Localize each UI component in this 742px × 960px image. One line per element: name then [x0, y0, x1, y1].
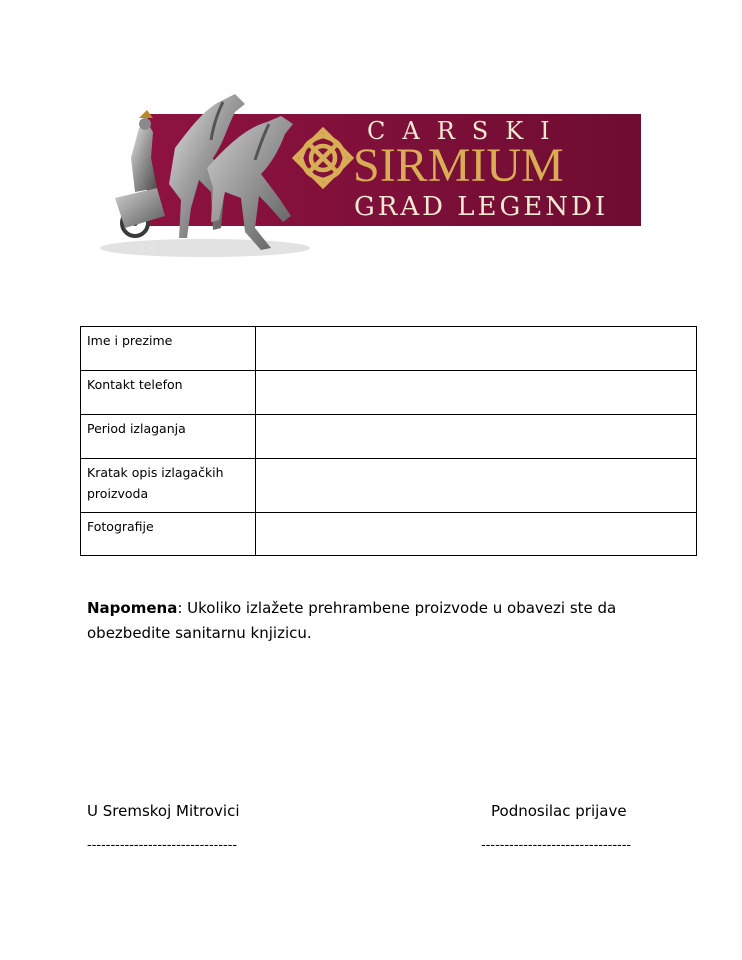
description-field[interactable]: [256, 459, 697, 513]
place-signature-line: --------------------------------: [87, 838, 238, 853]
logo-carski: CARSKI: [367, 117, 567, 145]
application-form-table: [80, 326, 697, 556]
place-label: U Sremskoj Mitrovici: [87, 802, 240, 820]
logo-text: [353, 114, 641, 226]
note-text: : Ukoliko izlažete prehrambene proizvode u obavezi ste da obezbedite sanitarnu knjizicu.: [87, 599, 617, 642]
note-label: Napomena: [87, 599, 178, 617]
form-label: Period izlaganja: [81, 415, 256, 459]
applicant-signature-line: --------------------------------: [481, 838, 632, 853]
phone-field[interactable]: [256, 371, 697, 415]
period-field[interactable]: [256, 415, 697, 459]
photos-field[interactable]: [256, 513, 697, 556]
form-row-phone: [81, 371, 697, 415]
form-row-name: [81, 327, 697, 371]
applicant-label: Podnosilac prijave: [491, 802, 627, 820]
form-row-period: [81, 415, 697, 459]
form-label: Kratak opis izlagačkih proizvoda: [81, 459, 256, 513]
logo-sirmium: SIRMIUM: [353, 139, 564, 192]
logo-grad-legendi: GRAD LEGENDI: [354, 192, 609, 222]
form-row-description: [81, 459, 697, 513]
chariot-statue-icon: [95, 88, 315, 263]
name-field[interactable]: [256, 327, 697, 371]
form-row-photos: [81, 513, 697, 556]
celtic-knot-icon: [291, 126, 355, 190]
form-label: Fotografije: [81, 513, 256, 556]
note-paragraph: [87, 596, 687, 646]
form-label: Kontakt telefon: [81, 371, 256, 415]
carski-sirmium-logo: [95, 88, 647, 263]
form-label: Ime i prezime: [81, 327, 256, 371]
